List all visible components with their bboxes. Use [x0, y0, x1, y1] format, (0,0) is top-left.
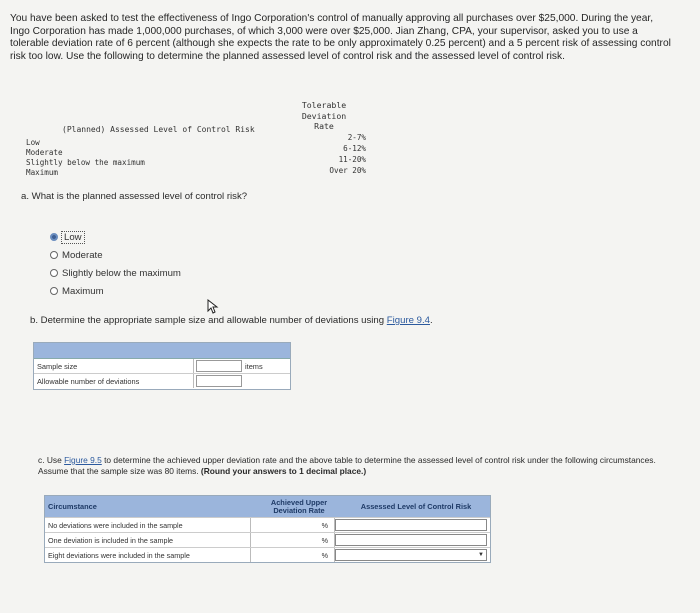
- risk-row-label: Moderate: [26, 148, 63, 157]
- risk-row-rate: 11-20%: [338, 155, 366, 164]
- risk-row-label: Slightly below the maximum: [26, 158, 145, 167]
- option-label: Low: [64, 231, 82, 243]
- allowable-deviations-input[interactable]: [196, 375, 242, 387]
- tolerable-rate-header: [294, 100, 354, 132]
- radio-icon[interactable]: [50, 251, 58, 259]
- option-label: Maximum: [62, 285, 104, 297]
- option-label: Moderate: [62, 249, 103, 261]
- allowable-deviations-label: Allowable number of deviations: [34, 374, 194, 388]
- option-low[interactable]: [50, 228, 181, 246]
- question-b: [30, 315, 433, 326]
- risk-row-label: Maximum: [26, 168, 59, 177]
- percent-unit: %: [321, 535, 328, 545]
- table-row: [34, 359, 290, 373]
- question-b-suffix: .: [429, 315, 433, 326]
- circumstance-header: Circumstance: [48, 501, 97, 511]
- percent-unit: %: [321, 520, 328, 530]
- risk-row-rate: Over 20%: [329, 166, 366, 175]
- upper-rate-cell: [251, 548, 336, 562]
- radio-selected-icon[interactable]: [50, 233, 58, 241]
- tolerable-header-line: Rate: [314, 121, 334, 132]
- circumstance-cell: Eight deviations were included in the sample: [45, 548, 251, 562]
- option-slightly-below-maximum[interactable]: [50, 264, 181, 282]
- circumstance-cell: One deviation is included in the sample: [45, 533, 251, 547]
- tolerable-header-line: Deviation: [301, 110, 347, 121]
- risk-row-rate: 2-7%: [347, 133, 366, 142]
- control-risk-cell: [335, 533, 490, 547]
- option-maximum[interactable]: [50, 282, 181, 300]
- control-risk-field[interactable]: [335, 519, 487, 531]
- upper-rate-header: Achieved Upper Deviation Rate: [270, 497, 328, 515]
- figure-9-5-link[interactable]: Figure 9.5: [64, 455, 102, 465]
- question-b-text: b. Determine the appropriate sample size and allowable number of deviations using: [30, 315, 387, 326]
- question-c: [38, 455, 658, 477]
- table-row: [45, 517, 490, 532]
- items-unit: items: [245, 361, 263, 371]
- question-a: a. What is the planned assessed level of control risk?: [21, 191, 248, 202]
- table-header: [45, 496, 490, 517]
- percent-unit: %: [321, 550, 328, 560]
- circumstance-table: [44, 495, 491, 563]
- risk-table: [26, 100, 366, 180]
- control-risk-header: Assessed Level of Control Risk: [360, 501, 472, 511]
- radio-icon[interactable]: [50, 269, 58, 277]
- mouse-cursor-icon: [207, 299, 219, 315]
- sample-size-table: [33, 342, 291, 390]
- option-moderate[interactable]: [50, 246, 181, 264]
- options-a: [50, 228, 181, 300]
- tolerable-header-line: Tolerable: [301, 100, 347, 110]
- control-risk-field[interactable]: [335, 534, 487, 546]
- risk-level-header: (Planned) Assessed Level of Control Risk: [62, 125, 255, 134]
- circumstance-cell: No deviations were included in the sample: [45, 518, 251, 532]
- table-row: [45, 532, 490, 547]
- risk-row-rate: 6-12%: [343, 144, 366, 153]
- control-risk-dropdown[interactable]: [335, 549, 487, 561]
- question-c-prefix: c. Use: [38, 455, 65, 465]
- control-risk-cell: [335, 548, 490, 562]
- control-risk-cell: [335, 518, 490, 532]
- sample-size-label: Sample size: [34, 359, 194, 373]
- table-header-band: [34, 343, 290, 359]
- risk-row-label: Low: [26, 138, 40, 147]
- table-row: [45, 547, 490, 562]
- figure-9-4-link[interactable]: Figure 9.4: [386, 315, 430, 326]
- question-c-text: to determine the achieved upper deviation rate and the above table to determine the assessed level of control risk under the following circumstances. Assume that the sample size was 80 items.: [38, 455, 656, 476]
- upper-rate-cell: [251, 533, 336, 547]
- option-label: Slightly below the maximum: [62, 267, 181, 279]
- sample-size-input[interactable]: [196, 360, 242, 372]
- radio-icon[interactable]: [50, 287, 58, 295]
- rounding-instruction: (Round your answers to 1 decimal place.): [200, 466, 367, 476]
- upper-rate-cell: [251, 518, 336, 532]
- table-row: [34, 373, 290, 388]
- dropdown-arrow-icon[interactable]: ▼: [478, 552, 484, 558]
- problem-intro: You have been asked to test the effectiveness of Ingo Corporation's control of manually approving all purchases over $25,000. During the year, Ingo Corporation has made 1,000,000 purchases, of which 3,000 were over $25,000. Jian Zhang, CPA, your supervisor, asked you to use a tolerable deviation rate of 6 percent (although she expects the rate to be only approximately 0.25 percent) and a 5 percent risk of assessing control risk too low. Use the following to determine the planned assessed level of control risk and the assessed level of control risk.: [10, 13, 671, 62]
